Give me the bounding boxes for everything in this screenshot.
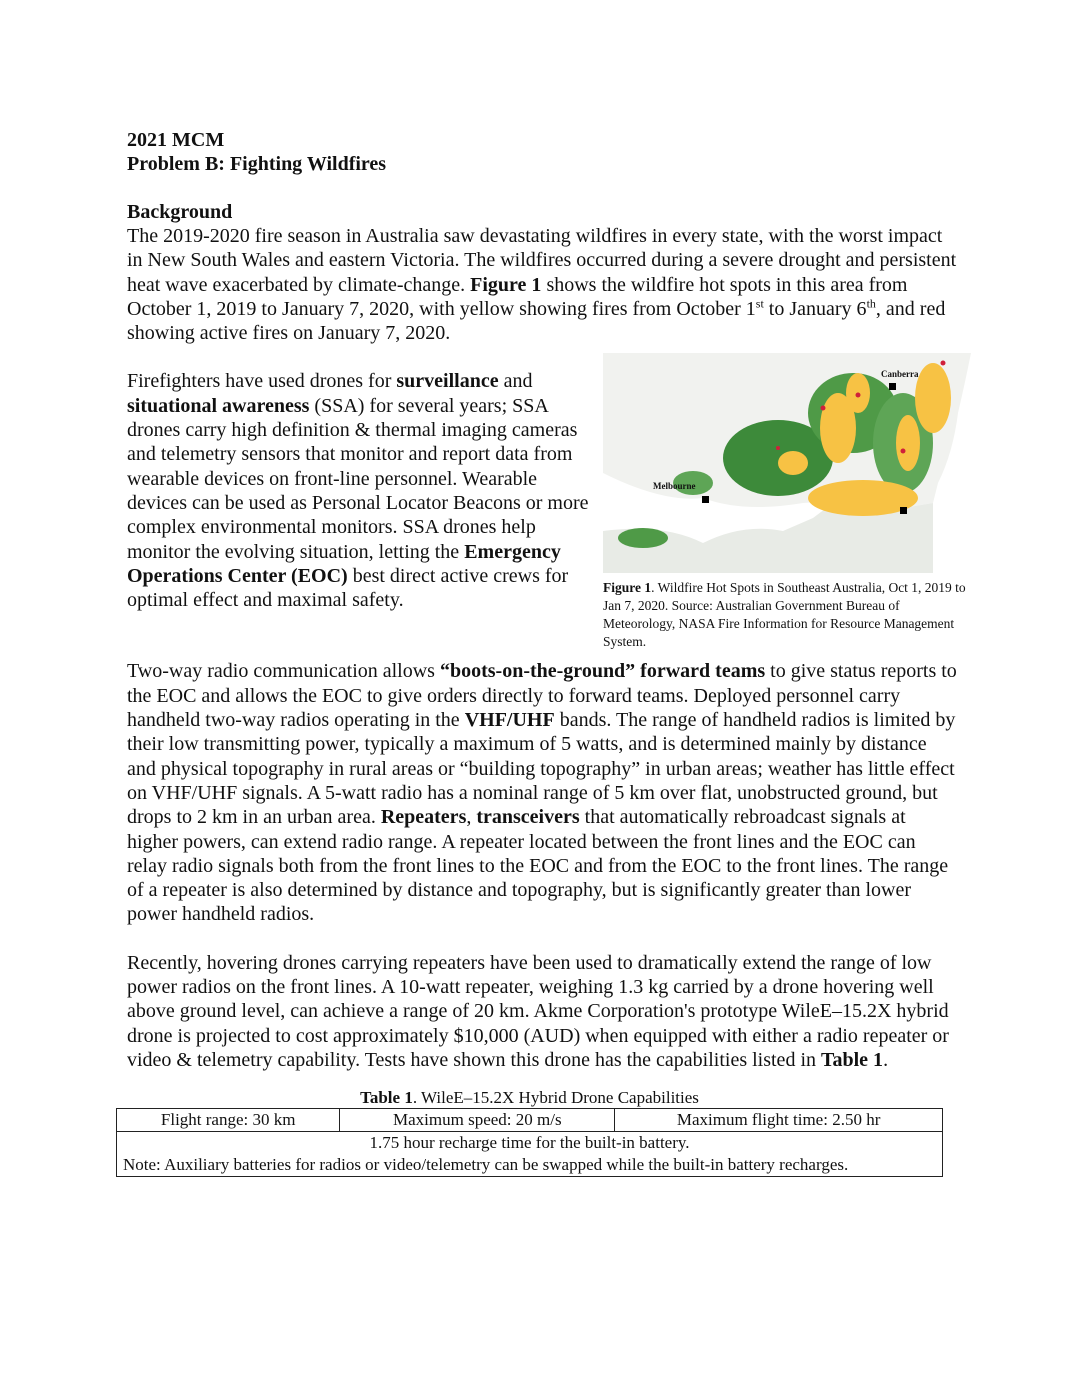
table-cell: 1.75 hour recharge time for the built-in battery. Note: Auxiliary batteries for radios or video/telemetry can be swapped while the built-in battery recharges. [117,1132,943,1177]
table-row [117,1109,943,1132]
figure-caption: Figure 1. Wildfire Hot Spots in Southeast Australia, Oct 1, 2019 to Jan 7, 2020. Source: Australian Government Bureau of Meteorology, NASA Fire Information for Resource Management System. [603,580,966,650]
label-canberra: Canberra [881,369,919,380]
section-heading: Background [127,201,233,223]
document-page [123,128,966,1177]
paragraph-1: The 2019-2020 fire season in Australia saw devastating wildfires in every state, with the worst impact in New South Wales and eastern Victoria. The wildfires occurred during a severe drought and persistent heat wave exacerbated by climate-change. Figure 1 shows the wildfire hot spots in this area from October 1, 2019 to January 7, 2020, with yellow showing fires from October 1st to January 6th, and red showing active fires on January 7, 2020. [127,225,957,345]
paragraph-3: Two-way radio communication allows “boots-on-the-ground” forward teams to give status reports to the EOC and allows the EOC to give orders directly to forward teams. Deployed personnel carry handheld two-way radios operating in the VHF/UHF bands. The range of handheld radios is limited by their low transmitting power, typically a maximum of 5 watts, and is determined mainly by distance and physical topography in rural areas or “building topography” in urban areas; weather has little effect on VHF/UHF signals. A 5-watt radio has a nominal range of 5 km over flat, unobstructed ground, but drops to 2 km in an urban area. Repeaters, transceivers that automatically rebroadcast signals at higher powers, can extend radio range. A repeater located between the front lines and the EOC can relay radio signals both from the front lines to the EOC and from the EOC to the front lines. The range of a repeater is also determined by distance and topography, but is significantly greater than lower power handheld radios. [127,660,957,926]
wildfire-map [603,353,971,573]
table-cell: Flight range: 30 km [117,1109,340,1132]
figure-ref: Figure 1 [470,273,542,296]
paragraph-2: Firefighters have used drones for surveillance and situational awareness (SSA) for several years; SSA drones carry high definition & thermal imaging cameras and telemetry sensors that monitor and report data from wearable devices on front-line personnel. Wearable devices can be used as Personal Locator Beacons or more complex environmental monitors. SSA drones help monitor the evolving situation, letting the Emergency Operations Center (EOC) best direct active crews for optimal effect and maximal safety. [127,370,589,612]
map-graphic [603,353,971,573]
contest-title: 2021 MCM [127,129,225,151]
table-caption: Table 1. WileE–15.2X Hybrid Drone Capabilities [360,1088,699,1108]
capabilities-table [116,1108,943,1177]
table-cell: Maximum flight time: 2.50 hr [615,1109,943,1132]
paragraph-4: Recently, hovering drones carrying repeaters have been used to dramatically extend the range of low power radios on the front lines. A 10-watt repeater, weighing 1.3 kg carried by a drone hovering well above ground level, can achieve a range of 20 km. Akme Corporation's prototype WileE–15.2X hybrid drone is projected to cost approximately $10,000 (AUD) when equipped with either a radio repeater or video & telemetry capability. Tests have shown this drone has the capabilities listed in Table 1. [127,951,949,1071]
table-cell: Maximum speed: 20 m/s [340,1109,615,1132]
table-row [117,1132,943,1177]
figure-1 [603,353,971,651]
label-melbourne: Melbourne [653,481,696,492]
problem-title: Problem B: Fighting Wildfires [127,153,387,175]
